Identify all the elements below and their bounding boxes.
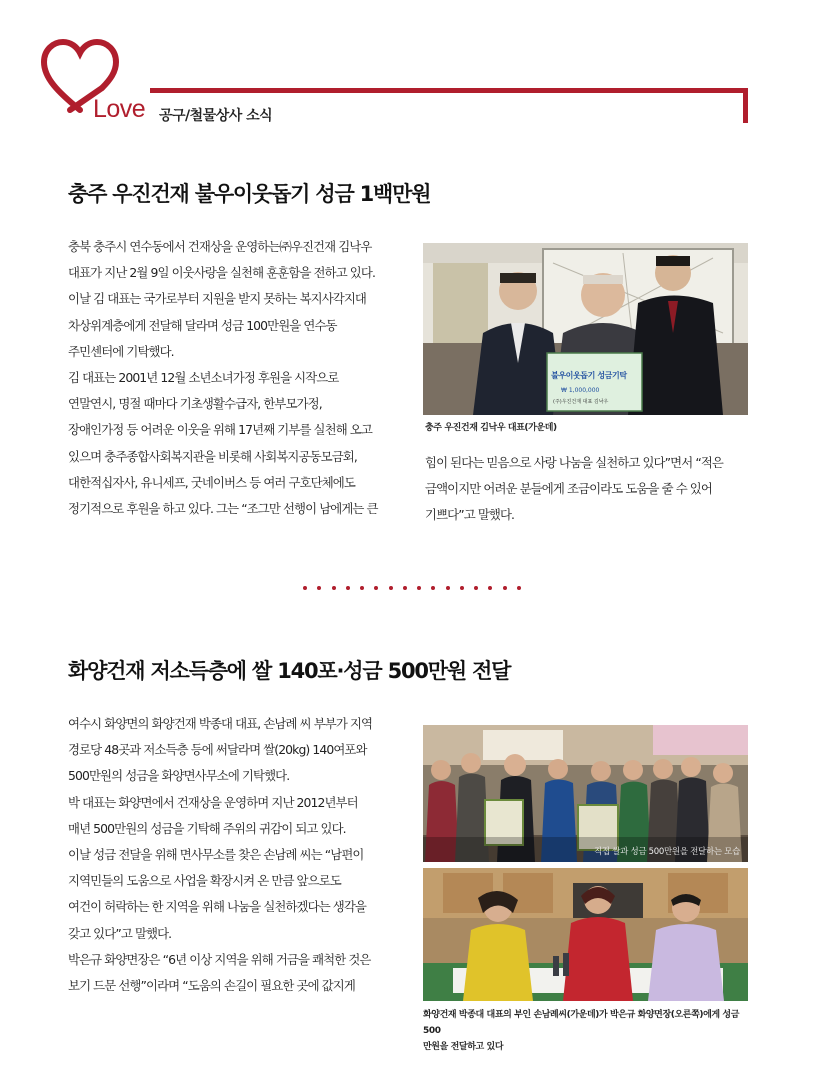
text-line: 힘이 된다는 믿음으로 사랑 나눔을 실천하고 있다”면서 “적은 — [425, 455, 723, 470]
sign-from: (주)우진건재 대표 김낙우 — [553, 399, 609, 405]
text-line: 금액이지만 어려운 분들에게 조금이라도 도움을 줄 수 있어 — [425, 481, 712, 497]
text-line: 갖고 있다”고 말했다. — [68, 925, 172, 941]
sign-title: 불우이웃돕기 성금기탁 — [551, 371, 627, 380]
section-label: 공구/철물상사 소식 — [159, 108, 273, 124]
text-line: 매년 500만원의 성금을 기탁해 주위의 귀감이 되고 있다. — [68, 820, 346, 836]
text-line: 여수시 화양면의 화양건재 박종대 대표, 손남례 씨 부부가 지역 — [68, 716, 373, 731]
article2-photo-meeting — [423, 868, 748, 1001]
divider-dot — [503, 586, 507, 590]
article1-photo — [423, 243, 748, 415]
divider-dot — [303, 586, 307, 590]
text-line: 대한적십자사, 유니세프, 굿네이버스 등 여러 구호단체에도 — [68, 474, 355, 490]
text-line: 충북 충주시 연수동에서 건재상을 운영하는㈜우진건재 김낙우 — [68, 239, 372, 254]
divider-dot — [317, 586, 321, 590]
text-line: 500만원의 성금을 화양면사무소에 기탁했다. — [68, 768, 290, 784]
divider-dot — [374, 586, 378, 590]
text-line: 차상위계층에게 전달해 달라며 성금 100만원을 연수동 — [68, 317, 337, 333]
divider-dot — [360, 586, 364, 590]
text-line: 박 대표는 화양면에서 건재상을 운영하며 지난 2012년부터 — [68, 794, 358, 810]
text-line: 경로당 48곳과 저소득층 등에 써달라며 쌀(20kg) 140여포와 — [68, 742, 367, 758]
text-line: 지역민들의 도움으로 사업을 확장시켜 온 만큼 앞으로도 — [68, 873, 341, 889]
divider-dot — [488, 586, 492, 590]
text-line: 기쁘다”고 말했다. — [425, 507, 515, 523]
article2-photo1-caption: 직접 쌀과 성금 500만원을 전달하는 모습 — [594, 847, 741, 857]
article2-body — [68, 711, 393, 999]
article1-body-left — [68, 234, 393, 522]
text-line: 보기 드문 선행”이라며 “도움의 손길이 필요한 곳에 값지게 — [68, 978, 355, 994]
caption-line: 만원을 전달하고 있다 — [423, 1042, 504, 1052]
divider-dot — [431, 586, 435, 590]
divider-dot — [403, 586, 407, 590]
text-line: 장애인가정 등 어려운 이웃을 위해 17년째 기부를 실천해 오고 — [68, 422, 372, 438]
caption-line: 화양건재 박종대 대표의 부인 손남례씨(가운데)가 박은규 화양면장(오른쪽)에게 성금 500 — [423, 1010, 739, 1036]
divider-dot — [460, 586, 464, 590]
text-line: 이날 김 대표는 국가로부터 지원을 받지 못하는 복지사각지대 — [68, 291, 367, 307]
divider-dot — [446, 586, 450, 590]
header-rule — [150, 88, 748, 93]
article1-title: 충주 우진건재 불우이웃돕기 성금 1백만원 — [68, 182, 431, 206]
brand-love: Love — [93, 95, 146, 123]
divider-dot — [474, 586, 478, 590]
section-divider-dots — [303, 586, 521, 594]
divider-dot — [417, 586, 421, 590]
text-line: 있으며 충주종합사회복지관을 비롯해 사회복지공동모금회, — [68, 448, 357, 464]
header-rule-end — [743, 88, 748, 123]
text-line: 정기적으로 후원을 하고 있다. 그는 “조그만 선행이 남에게는 큰 — [68, 501, 378, 517]
article1-body-right — [425, 450, 750, 529]
text-line: 이날 성금 전달을 위해 면사무소를 찾은 손남례 씨는 “남편이 — [68, 847, 364, 863]
article2-title: 화양건재 저소득층에 쌀 140포·성금 500만원 전달 — [68, 659, 511, 683]
article2-photo-group — [423, 725, 748, 862]
text-line: 여건이 허락하는 한 지역을 위해 나눔을 실천하겠다는 생각을 — [68, 899, 367, 915]
article2-photo2-caption — [423, 1007, 753, 1055]
divider-dot — [517, 586, 521, 590]
text-line: 김 대표는 2001년 12월 소년소녀가정 후원을 시작으로 — [68, 370, 339, 386]
text-line: 대표가 지난 2월 9일 이웃사랑을 실천해 훈훈함을 전하고 있다. — [68, 265, 375, 281]
text-line: 주민센터에 기탁했다. — [68, 343, 174, 359]
divider-dot — [389, 586, 393, 590]
text-line: 연말연시, 명절 때마다 기초생활수급자, 한부모가정, — [68, 396, 322, 412]
divider-dot — [346, 586, 350, 590]
sign-amount: ₩ 1,000,000 — [561, 387, 600, 394]
divider-dot — [332, 586, 336, 590]
article1-photo-caption: 충주 우진건재 김낙우 대표(가운데) — [425, 423, 557, 433]
text-line: 박은규 화양면장은 “6년 이상 지역을 위해 거금을 쾌척한 것은 — [68, 951, 371, 967]
